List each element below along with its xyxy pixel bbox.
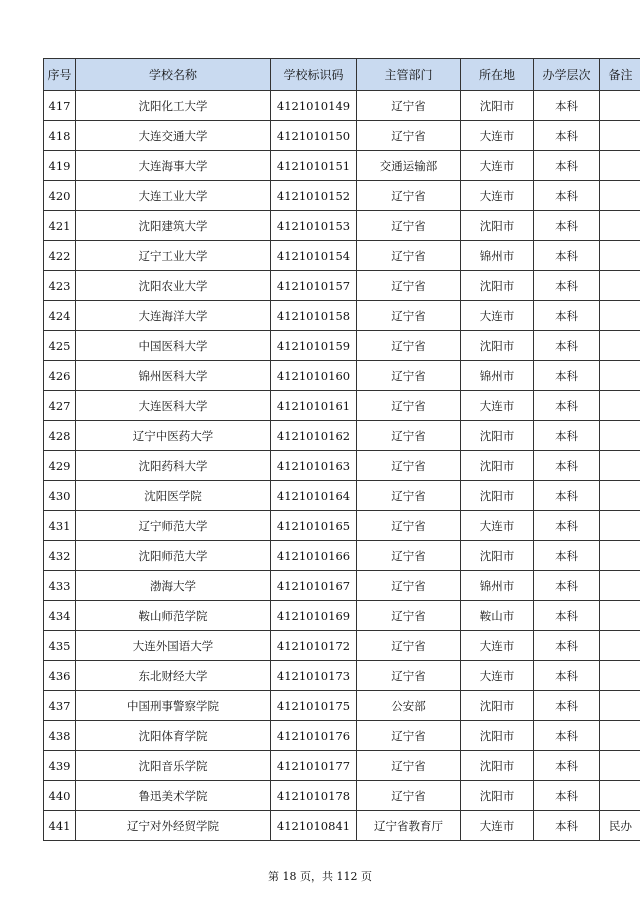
cell-index: 425 xyxy=(44,331,76,361)
table-row xyxy=(44,121,640,151)
cell-note xyxy=(600,661,640,691)
cell-index: 434 xyxy=(44,601,76,631)
table-row xyxy=(44,751,640,781)
cell-location: 沈阳市 xyxy=(461,331,534,361)
cell-level: 本科 xyxy=(534,301,600,331)
cell-level: 本科 xyxy=(534,721,600,751)
university-list-table xyxy=(43,58,640,841)
cell-level: 本科 xyxy=(534,601,600,631)
cell-school-name: 中国刑事警察学院 xyxy=(76,691,271,721)
table-row xyxy=(44,361,640,391)
cell-school-code: 4121010164 xyxy=(271,481,357,511)
cell-location: 沈阳市 xyxy=(461,481,534,511)
cell-school-code: 4121010841 xyxy=(271,811,357,841)
table-row xyxy=(44,271,640,301)
cell-level: 本科 xyxy=(534,661,600,691)
cell-authority: 辽宁省 xyxy=(357,511,461,541)
table-row xyxy=(44,211,640,241)
cell-authority: 辽宁省 xyxy=(357,301,461,331)
cell-index: 432 xyxy=(44,541,76,571)
cell-index: 428 xyxy=(44,421,76,451)
cell-authority: 辽宁省 xyxy=(357,631,461,661)
cell-authority: 辽宁省 xyxy=(357,361,461,391)
cell-location: 锦州市 xyxy=(461,361,534,391)
table-row xyxy=(44,781,640,811)
cell-level: 本科 xyxy=(534,211,600,241)
cell-school-name: 大连海事大学 xyxy=(76,151,271,181)
table-row xyxy=(44,661,640,691)
cell-school-code: 4121010175 xyxy=(271,691,357,721)
cell-school-name: 锦州医科大学 xyxy=(76,361,271,391)
cell-school-code: 4121010157 xyxy=(271,271,357,301)
cell-authority: 辽宁省 xyxy=(357,271,461,301)
cell-school-name: 沈阳化工大学 xyxy=(76,91,271,121)
table-row xyxy=(44,151,640,181)
cell-location: 大连市 xyxy=(461,121,534,151)
cell-level: 本科 xyxy=(534,331,600,361)
cell-school-code: 4121010176 xyxy=(271,721,357,751)
cell-school-code: 4121010152 xyxy=(271,181,357,211)
header-index: 序号 xyxy=(44,59,76,91)
cell-index: 439 xyxy=(44,751,76,781)
cell-level: 本科 xyxy=(534,91,600,121)
cell-school-code: 4121010177 xyxy=(271,751,357,781)
cell-authority: 辽宁省 xyxy=(357,601,461,631)
cell-location: 沈阳市 xyxy=(461,781,534,811)
cell-school-name: 沈阳药科大学 xyxy=(76,451,271,481)
cell-level: 本科 xyxy=(534,271,600,301)
table-row xyxy=(44,241,640,271)
cell-authority: 辽宁省 xyxy=(357,451,461,481)
cell-note xyxy=(600,511,640,541)
cell-school-code: 4121010151 xyxy=(271,151,357,181)
cell-authority: 辽宁省 xyxy=(357,751,461,781)
table-row xyxy=(44,541,640,571)
cell-level: 本科 xyxy=(534,151,600,181)
cell-authority: 辽宁省 xyxy=(357,181,461,211)
table-row xyxy=(44,691,640,721)
cell-school-code: 4121010167 xyxy=(271,571,357,601)
cell-note xyxy=(600,781,640,811)
cell-note xyxy=(600,301,640,331)
cell-authority: 交通运输部 xyxy=(357,151,461,181)
table-row xyxy=(44,331,640,361)
table-row xyxy=(44,571,640,601)
table-row xyxy=(44,601,640,631)
cell-school-name: 渤海大学 xyxy=(76,571,271,601)
page-number: 第 18 页，共 112 页 xyxy=(268,870,372,883)
cell-school-name: 大连海洋大学 xyxy=(76,301,271,331)
cell-level: 本科 xyxy=(534,121,600,151)
cell-location: 沈阳市 xyxy=(461,91,534,121)
header-school-code: 学校标识码 xyxy=(271,59,357,91)
cell-index: 440 xyxy=(44,781,76,811)
cell-school-name: 中国医科大学 xyxy=(76,331,271,361)
cell-school-code: 4121010173 xyxy=(271,661,357,691)
cell-level: 本科 xyxy=(534,511,600,541)
table-row xyxy=(44,631,640,661)
cell-index: 423 xyxy=(44,271,76,301)
cell-index: 436 xyxy=(44,661,76,691)
cell-location: 大连市 xyxy=(461,391,534,421)
cell-authority: 辽宁省 xyxy=(357,391,461,421)
cell-authority: 辽宁省 xyxy=(357,571,461,601)
cell-location: 大连市 xyxy=(461,811,534,841)
header-note: 备注 xyxy=(600,59,640,91)
cell-school-name: 大连工业大学 xyxy=(76,181,271,211)
cell-note: 民办 xyxy=(600,811,640,841)
cell-level: 本科 xyxy=(534,571,600,601)
cell-index: 431 xyxy=(44,511,76,541)
cell-location: 沈阳市 xyxy=(461,271,534,301)
table-row xyxy=(44,91,640,121)
cell-note xyxy=(600,121,640,151)
cell-authority: 辽宁省 xyxy=(357,781,461,811)
cell-location: 锦州市 xyxy=(461,571,534,601)
cell-note xyxy=(600,571,640,601)
cell-location: 沈阳市 xyxy=(461,541,534,571)
cell-note xyxy=(600,91,640,121)
cell-authority: 辽宁省 xyxy=(357,421,461,451)
cell-index: 429 xyxy=(44,451,76,481)
cell-school-name: 大连医科大学 xyxy=(76,391,271,421)
header-level: 办学层次 xyxy=(534,59,600,91)
cell-level: 本科 xyxy=(534,391,600,421)
cell-school-code: 4121010158 xyxy=(271,301,357,331)
header-location: 所在地 xyxy=(461,59,534,91)
cell-location: 沈阳市 xyxy=(461,421,534,451)
cell-level: 本科 xyxy=(534,481,600,511)
cell-note xyxy=(600,211,640,241)
cell-level: 本科 xyxy=(534,451,600,481)
cell-school-name: 辽宁工业大学 xyxy=(76,241,271,271)
cell-location: 锦州市 xyxy=(461,241,534,271)
cell-school-name: 沈阳体育学院 xyxy=(76,721,271,751)
cell-note xyxy=(600,421,640,451)
cell-school-name: 辽宁师范大学 xyxy=(76,511,271,541)
cell-level: 本科 xyxy=(534,751,600,781)
cell-school-code: 4121010153 xyxy=(271,211,357,241)
cell-index: 435 xyxy=(44,631,76,661)
cell-index: 437 xyxy=(44,691,76,721)
table-row xyxy=(44,511,640,541)
cell-school-code: 4121010154 xyxy=(271,241,357,271)
cell-index: 441 xyxy=(44,811,76,841)
cell-level: 本科 xyxy=(534,631,600,661)
cell-school-code: 4121010162 xyxy=(271,421,357,451)
cell-school-name: 辽宁对外经贸学院 xyxy=(76,811,271,841)
cell-school-code: 4121010150 xyxy=(271,121,357,151)
cell-authority: 辽宁省 xyxy=(357,721,461,751)
cell-authority: 辽宁省 xyxy=(357,91,461,121)
cell-index: 421 xyxy=(44,211,76,241)
cell-note xyxy=(600,601,640,631)
cell-school-name: 大连交通大学 xyxy=(76,121,271,151)
cell-index: 427 xyxy=(44,391,76,421)
cell-level: 本科 xyxy=(534,691,600,721)
cell-level: 本科 xyxy=(534,181,600,211)
cell-note xyxy=(600,241,640,271)
cell-note xyxy=(600,541,640,571)
cell-authority: 辽宁省 xyxy=(357,211,461,241)
cell-school-code: 4121010172 xyxy=(271,631,357,661)
cell-index: 426 xyxy=(44,361,76,391)
cell-note xyxy=(600,391,640,421)
table-row xyxy=(44,181,640,211)
cell-index: 420 xyxy=(44,181,76,211)
cell-location: 沈阳市 xyxy=(461,751,534,781)
header-authority: 主管部门 xyxy=(357,59,461,91)
cell-authority: 辽宁省 xyxy=(357,481,461,511)
cell-school-name: 鲁迅美术学院 xyxy=(76,781,271,811)
cell-location: 大连市 xyxy=(461,631,534,661)
cell-location: 鞍山市 xyxy=(461,601,534,631)
cell-school-code: 4121010159 xyxy=(271,331,357,361)
cell-note xyxy=(600,271,640,301)
cell-level: 本科 xyxy=(534,781,600,811)
cell-note xyxy=(600,631,640,661)
cell-level: 本科 xyxy=(534,361,600,391)
cell-index: 438 xyxy=(44,721,76,751)
cell-school-code: 4121010160 xyxy=(271,361,357,391)
cell-note xyxy=(600,361,640,391)
cell-authority: 辽宁省 xyxy=(357,661,461,691)
cell-school-name: 东北财经大学 xyxy=(76,661,271,691)
cell-note xyxy=(600,451,640,481)
cell-index: 417 xyxy=(44,91,76,121)
cell-location: 沈阳市 xyxy=(461,721,534,751)
table-row xyxy=(44,811,640,841)
cell-school-name: 大连外国语大学 xyxy=(76,631,271,661)
cell-school-name: 沈阳师范大学 xyxy=(76,541,271,571)
cell-location: 沈阳市 xyxy=(461,211,534,241)
cell-index: 419 xyxy=(44,151,76,181)
table-row xyxy=(44,451,640,481)
cell-note xyxy=(600,331,640,361)
cell-school-name: 鞍山师范学院 xyxy=(76,601,271,631)
cell-index: 433 xyxy=(44,571,76,601)
cell-authority: 辽宁省 xyxy=(357,121,461,151)
cell-index: 430 xyxy=(44,481,76,511)
table-header-row xyxy=(44,59,640,91)
cell-authority: 辽宁省 xyxy=(357,331,461,361)
cell-school-name: 沈阳医学院 xyxy=(76,481,271,511)
cell-school-name: 辽宁中医药大学 xyxy=(76,421,271,451)
cell-note xyxy=(600,721,640,751)
table-row xyxy=(44,481,640,511)
cell-note xyxy=(600,181,640,211)
table-row xyxy=(44,391,640,421)
cell-location: 沈阳市 xyxy=(461,691,534,721)
cell-authority: 辽宁省 xyxy=(357,241,461,271)
cell-level: 本科 xyxy=(534,421,600,451)
cell-school-name: 沈阳音乐学院 xyxy=(76,751,271,781)
cell-level: 本科 xyxy=(534,811,600,841)
cell-school-code: 4121010161 xyxy=(271,391,357,421)
cell-school-code: 4121010169 xyxy=(271,601,357,631)
cell-note xyxy=(600,151,640,181)
cell-index: 418 xyxy=(44,121,76,151)
cell-location: 沈阳市 xyxy=(461,451,534,481)
cell-location: 大连市 xyxy=(461,511,534,541)
table-row xyxy=(44,421,640,451)
cell-school-code: 4121010178 xyxy=(271,781,357,811)
cell-school-name: 沈阳农业大学 xyxy=(76,271,271,301)
cell-school-code: 4121010149 xyxy=(271,91,357,121)
cell-location: 大连市 xyxy=(461,181,534,211)
cell-school-name: 沈阳建筑大学 xyxy=(76,211,271,241)
cell-location: 大连市 xyxy=(461,661,534,691)
cell-index: 424 xyxy=(44,301,76,331)
header-school-name: 学校名称 xyxy=(76,59,271,91)
cell-level: 本科 xyxy=(534,541,600,571)
cell-authority: 公安部 xyxy=(357,691,461,721)
cell-note xyxy=(600,481,640,511)
cell-school-code: 4121010166 xyxy=(271,541,357,571)
cell-authority: 辽宁省教育厅 xyxy=(357,811,461,841)
table-row xyxy=(44,301,640,331)
cell-location: 大连市 xyxy=(461,301,534,331)
cell-authority: 辽宁省 xyxy=(357,541,461,571)
cell-note xyxy=(600,691,640,721)
cell-level: 本科 xyxy=(534,241,600,271)
cell-school-code: 4121010163 xyxy=(271,451,357,481)
table-row xyxy=(44,721,640,751)
cell-note xyxy=(600,751,640,781)
cell-index: 422 xyxy=(44,241,76,271)
cell-location: 大连市 xyxy=(461,151,534,181)
cell-school-code: 4121010165 xyxy=(271,511,357,541)
